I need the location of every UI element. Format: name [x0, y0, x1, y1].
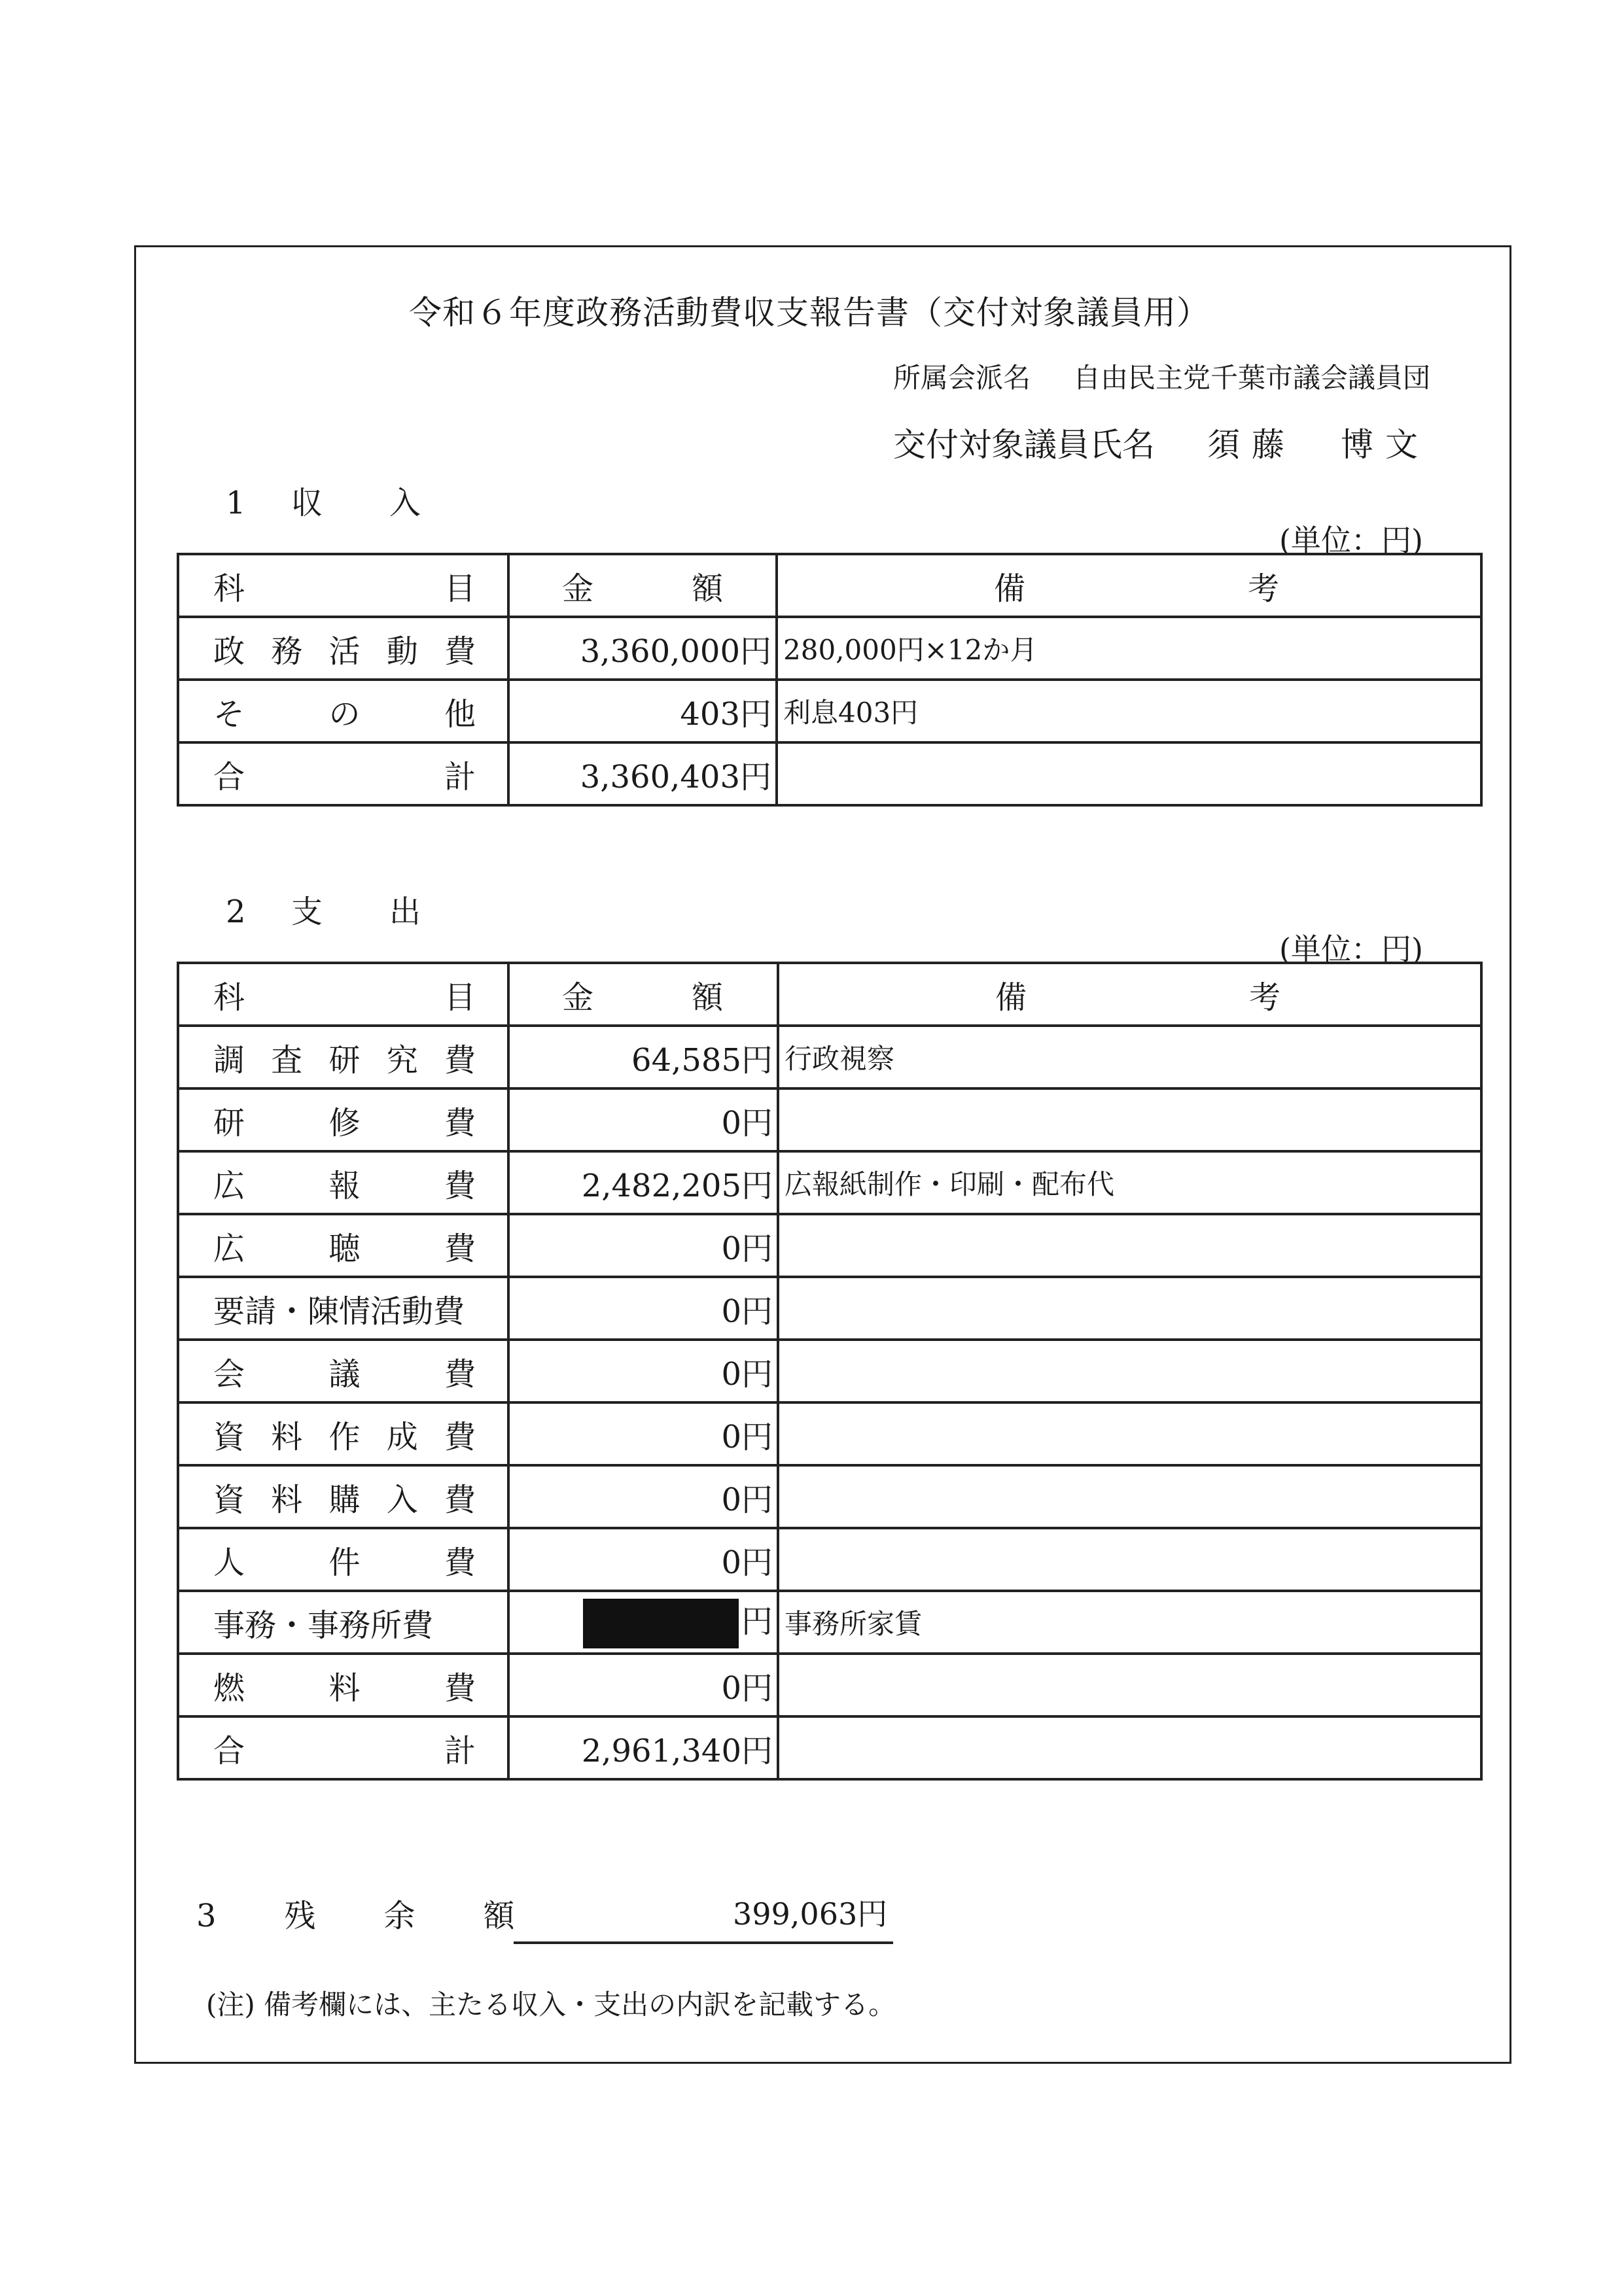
expense-row — [178, 1151, 1481, 1214]
amount-cell — [508, 1214, 778, 1277]
note-cell: 280,000円×12か月 — [777, 617, 1481, 680]
header-amount-char: 金 — [562, 979, 594, 1016]
header-amount-cell — [508, 554, 777, 617]
note-cell: 広報紙制作・印刷・配布代 — [778, 1151, 1481, 1214]
item-char: 費 — [444, 1104, 476, 1141]
item-char: 広 — [213, 1230, 245, 1267]
item-char: 調 — [213, 1041, 245, 1079]
income-unit: (単位：円) — [1279, 523, 1423, 558]
item-char: 費 — [444, 1230, 476, 1267]
note-cell — [778, 1716, 1481, 1779]
amount-cell — [508, 617, 777, 680]
item-char: 修 — [328, 1104, 361, 1141]
item-char: 研 — [213, 1104, 245, 1141]
header-item-cell — [178, 554, 508, 617]
amount-cell — [508, 1465, 778, 1528]
note-cell — [778, 1277, 1481, 1340]
amount-cell — [508, 1026, 778, 1088]
expense-row — [178, 1402, 1481, 1465]
note-cell — [778, 1088, 1481, 1151]
income-row — [178, 617, 1481, 680]
note-cell — [778, 1654, 1481, 1716]
item-char: 活 — [328, 633, 361, 670]
header-item-char: 目 — [444, 570, 476, 607]
report-title: 令和６年度政務活動費収支報告書（交付対象議員用） — [409, 294, 1210, 332]
item-char: 会 — [213, 1355, 245, 1393]
header-note-char: 備 — [995, 979, 1027, 1016]
item-char: 事務・事務所費 — [213, 1607, 434, 1644]
amount-value: 0円 — [721, 1481, 773, 1518]
expense-row — [178, 1340, 1481, 1402]
amount-value: 2,961,340円 — [581, 1732, 773, 1769]
item-char: 資 — [213, 1481, 245, 1518]
amount-cell — [508, 1654, 778, 1716]
header-amount-char: 額 — [692, 979, 724, 1016]
redaction-block — [583, 1599, 739, 1648]
item-char: 資 — [213, 1418, 245, 1455]
item-char: 政 — [213, 633, 245, 670]
expense-row — [178, 1214, 1481, 1277]
note-cell: 行政視察 — [778, 1026, 1481, 1088]
amount-value: 0円 — [721, 1355, 773, 1393]
item-cell — [178, 1151, 508, 1214]
note-cell — [778, 1402, 1481, 1465]
income-row — [178, 742, 1481, 805]
item-cell — [178, 680, 508, 742]
amount-cell — [508, 1402, 778, 1465]
header-item-cell — [178, 963, 508, 1026]
note-cell — [778, 1465, 1481, 1528]
item-char: 費 — [444, 1481, 476, 1518]
item-cell — [178, 1716, 508, 1779]
expense-row — [178, 1716, 1481, 1779]
item-char: 料 — [271, 1481, 303, 1518]
item-cell — [178, 617, 508, 680]
expense-row — [178, 1591, 1481, 1654]
item-char: 合 — [213, 758, 245, 795]
amount-value: 64,585円 — [631, 1041, 773, 1079]
amount-value: 0円 — [721, 1544, 773, 1581]
item-char: 査 — [271, 1041, 303, 1079]
expense-table — [177, 962, 1483, 1781]
header-note-char: 考 — [1249, 979, 1281, 1016]
note-cell — [777, 742, 1481, 805]
header-note-cell — [778, 963, 1481, 1026]
item-char: 議 — [328, 1355, 361, 1393]
item-cell — [178, 1214, 508, 1277]
item-char: そ — [213, 695, 245, 733]
item-char: 計 — [444, 758, 476, 795]
income-table — [177, 553, 1483, 807]
note-cell — [778, 1528, 1481, 1591]
expense-row — [178, 1088, 1481, 1151]
expense-row — [178, 1654, 1481, 1716]
remainder-underline — [514, 1941, 893, 1944]
amount-value: 0円 — [721, 1230, 773, 1267]
member-label: 交付対象議員氏名 — [893, 426, 1155, 464]
amount-cell — [508, 1088, 778, 1151]
item-char: 広 — [213, 1167, 245, 1204]
amount-cell — [508, 1151, 778, 1214]
item-char: 作 — [328, 1418, 361, 1455]
note-cell — [778, 1214, 1481, 1277]
item-char: 動 — [386, 633, 418, 670]
header-note-char: 考 — [1248, 570, 1280, 607]
item-char: 成 — [386, 1418, 418, 1455]
item-char: 要請・陳情活動費 — [213, 1293, 465, 1330]
footnote: (注) 備考欄には、主たる収入・支出の内訳を記載する。 — [206, 1989, 896, 2021]
expense-header-row — [178, 963, 1481, 1026]
amount-value: 3,360,000円 — [580, 633, 771, 670]
item-char: 費 — [444, 1041, 476, 1079]
item-cell — [178, 1402, 508, 1465]
expense-unit: (単位：円) — [1279, 931, 1423, 967]
item-char: 究 — [386, 1041, 418, 1079]
item-char: 聴 — [328, 1230, 361, 1267]
expense-row — [178, 1277, 1481, 1340]
item-char: 費 — [444, 633, 476, 670]
remainder-value: 399,063円 — [733, 1896, 888, 1932]
item-char: 件 — [328, 1544, 361, 1581]
expense-row — [178, 1465, 1481, 1528]
amount-value: 2,482,205円 — [581, 1167, 773, 1204]
item-cell — [178, 1528, 508, 1591]
item-char: の — [328, 695, 361, 733]
header-item-char: 科 — [213, 979, 245, 1016]
item-char: 合 — [213, 1732, 245, 1769]
amount-value: 3,360,403円 — [580, 758, 771, 795]
header-item-char: 科 — [213, 570, 245, 607]
expense-row — [178, 1026, 1481, 1088]
amount-cell — [508, 1716, 778, 1779]
item-cell — [178, 1340, 508, 1402]
amount-value: 0円 — [721, 1104, 773, 1141]
item-char: 費 — [444, 1544, 476, 1581]
item-char: 計 — [444, 1732, 476, 1769]
header-item-char: 目 — [444, 979, 476, 1016]
income-row — [178, 680, 1481, 742]
amount-cell — [508, 1591, 778, 1654]
amount-value: 403円 — [680, 695, 771, 733]
amount-cell — [508, 742, 777, 805]
item-char: 費 — [444, 1355, 476, 1393]
item-cell — [178, 1277, 508, 1340]
expense-section-heading: 2 支 出 — [226, 894, 421, 930]
member-name: 須藤 博文 — [1207, 426, 1430, 464]
income-header-row — [178, 554, 1481, 617]
header-amount-cell — [508, 963, 778, 1026]
item-cell — [178, 1026, 508, 1088]
item-char: 費 — [444, 1167, 476, 1204]
faction-label: 所属会派名 — [893, 362, 1031, 394]
header-amount-char: 額 — [692, 570, 724, 607]
amount-cell — [508, 1277, 778, 1340]
item-cell — [178, 1465, 508, 1528]
item-char: 費 — [444, 1418, 476, 1455]
header-note-cell — [777, 554, 1481, 617]
note-cell — [778, 1340, 1481, 1402]
expense-row — [178, 1528, 1481, 1591]
amount-value: 0円 — [721, 1293, 773, 1330]
item-cell — [178, 1654, 508, 1716]
item-char: 他 — [444, 695, 476, 733]
note-cell: 利息403円 — [777, 680, 1481, 742]
note-cell: 事務所家賃 — [778, 1591, 1481, 1654]
item-char: 購 — [328, 1481, 361, 1518]
item-cell — [178, 742, 508, 805]
amount-cell — [508, 1528, 778, 1591]
header-note-char: 備 — [994, 570, 1026, 607]
item-char: 燃 — [213, 1669, 245, 1707]
item-cell — [178, 1591, 508, 1654]
item-char: 入 — [386, 1481, 418, 1518]
item-char: 報 — [328, 1167, 361, 1204]
item-char: 料 — [328, 1669, 361, 1707]
amount-cell — [508, 680, 777, 742]
amount-value: 0円 — [721, 1418, 773, 1455]
item-char: 研 — [328, 1041, 361, 1079]
item-char: 費 — [444, 1669, 476, 1707]
remainder-label: 3 残 余 額 — [196, 1898, 533, 1934]
item-char: 人 — [213, 1544, 245, 1581]
item-char: 料 — [271, 1418, 303, 1455]
header-amount-char: 金 — [562, 570, 594, 607]
item-cell — [178, 1088, 508, 1151]
amount-value: 円 — [741, 1603, 773, 1640]
income-section-heading: 1 収 入 — [226, 485, 421, 521]
item-char: 務 — [271, 633, 303, 670]
amount-cell — [508, 1340, 778, 1402]
amount-value: 0円 — [721, 1669, 773, 1707]
faction-name: 自由民主党千葉市議会議員団 — [1073, 362, 1431, 394]
